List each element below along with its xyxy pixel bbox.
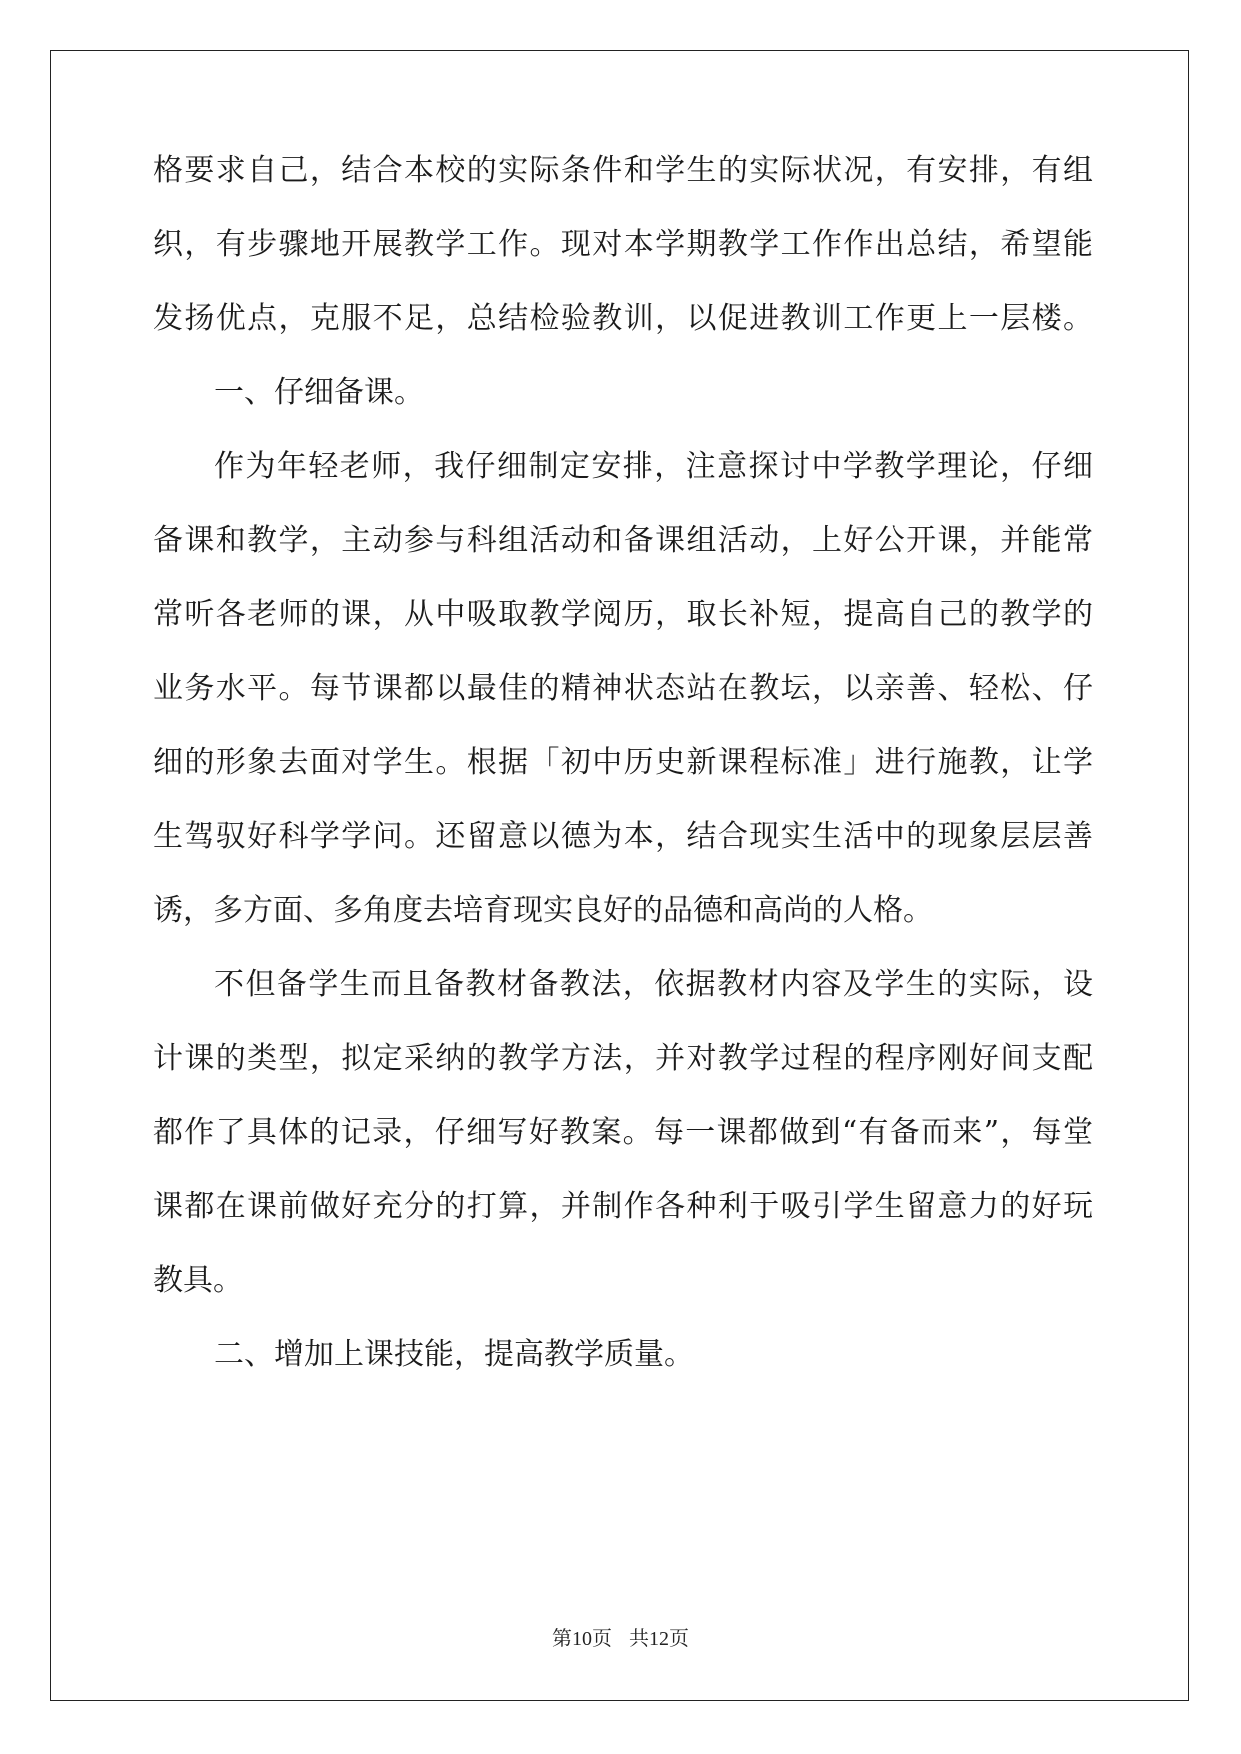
text-line: 生驾驭好科学学问。还留意以德为本，结合现实生活中的现象层层善 [153,819,1093,854]
text-line: 发扬优点，克服不足，总结检验教训，以促进教训工作更上一层楼。 [153,301,1093,336]
page-number: 第10页 [552,1628,612,1650]
text-line: 备课和教学，主动参与科组活动和备课组活动，上好公开课，并能常 [153,523,1093,558]
text-line: 织，有步骤地开展教学工作。现对本学期教学工作作出总结，希望能 [153,227,1093,262]
text-line: 作为年轻老师，我仔细制定安排，注意探讨中学教学理论，仔细 [214,449,1093,484]
text-line: 都作了具体的记录，仔细写好教案。每一课都做到“有备而来”，每堂 [153,1115,1093,1150]
text-line: 诱，多方面、多角度去培育现实良好的品德和高尚的人格。 [153,893,933,928]
text-line: 格要求自己，结合本校的实际条件和学生的实际状况，有安排，有组 [153,153,1093,188]
page-footer [0,1622,1241,1651]
text-line: 课都在课前做好充分的打算，并制作各种利于吸引学生留意力的好玩 [153,1189,1093,1224]
section-heading: 一、仔细备课。 [214,375,424,410]
text-line: 不但备学生而且备教材备教法，依据教材内容及学生的实际，设 [214,967,1093,1002]
text-line: 教具。 [153,1263,243,1298]
text-line: 常听各老师的课，从中吸取教学阅历，取长补短，提高自己的教学的 [153,597,1093,632]
section-heading: 二、增加上课技能，提高教学质量。 [214,1337,694,1372]
text-line: 业务水平。每节课都以最佳的精神状态站在教坛，以亲善、轻松、仔 [153,671,1093,706]
text-line: 计课的类型，拟定采纳的教学方法，并对教学过程的程序刚好间支配 [153,1041,1093,1076]
text-line: 细的形象去面对学生。根据「初中历史新课程标准」进行施教，让学 [153,745,1093,780]
page-total: 共12页 [629,1628,689,1650]
